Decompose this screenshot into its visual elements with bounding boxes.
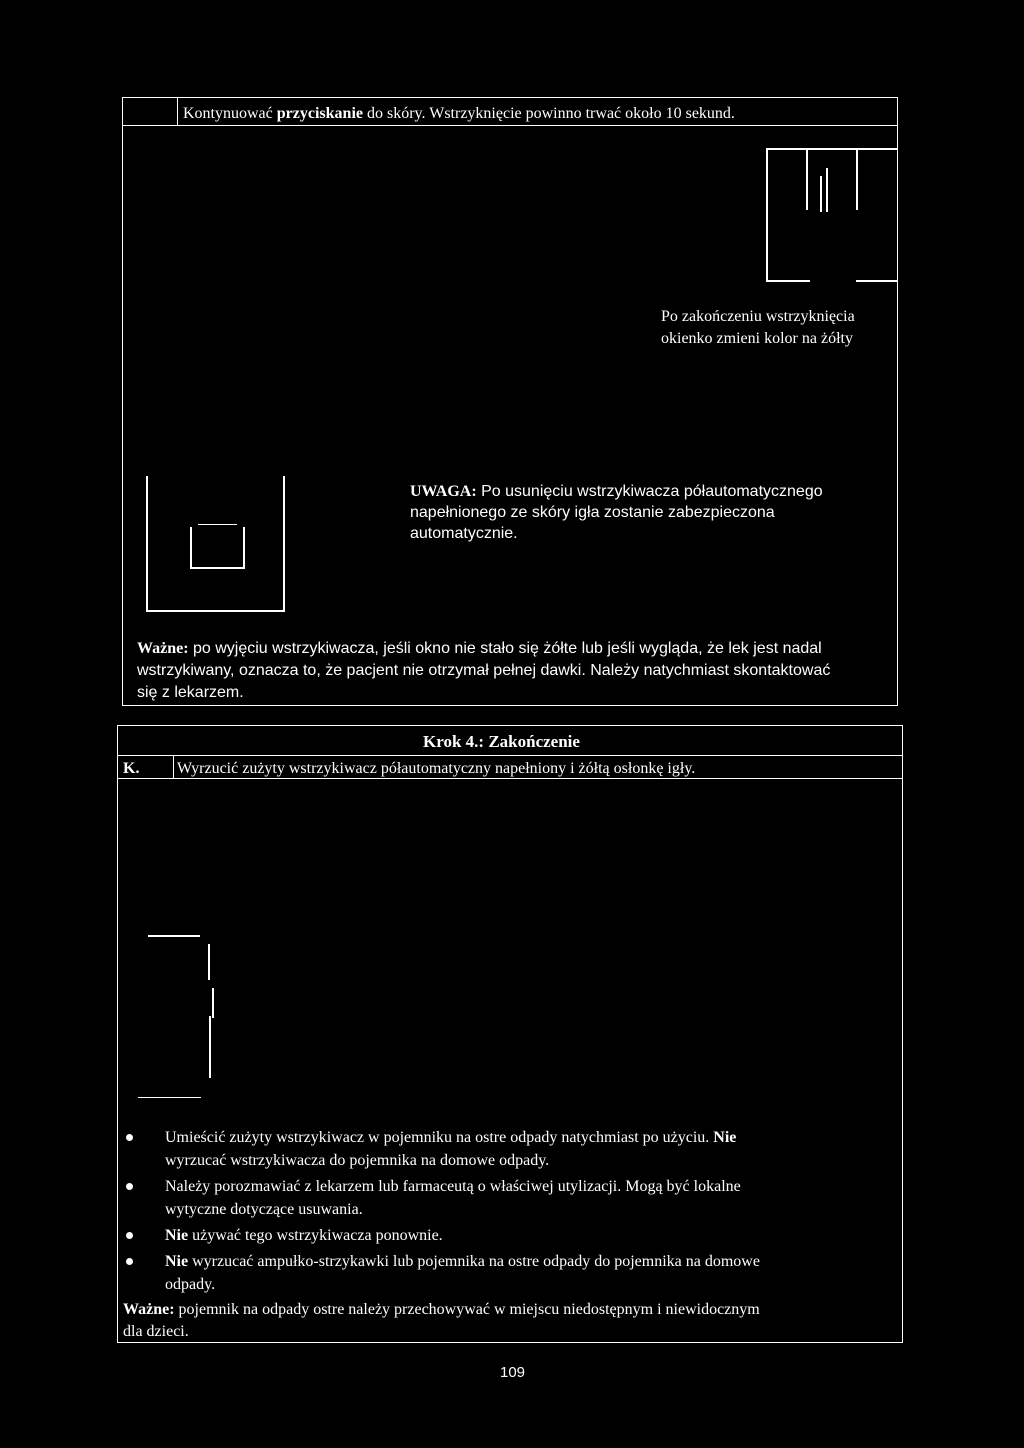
step4-title: Krok 4.: Zakończenie bbox=[423, 732, 580, 751]
upper-table-header-divider bbox=[122, 125, 898, 126]
window-note-line2: okienko zmieni kolor na żółty bbox=[661, 330, 853, 347]
step4-letter: K. bbox=[123, 760, 140, 777]
bullet-dot bbox=[126, 1258, 133, 1265]
injector-window-figure bbox=[766, 148, 898, 283]
page-number: 109 bbox=[500, 1364, 526, 1381]
bullet-2-line2: wytyczne dotyczące usuwania. bbox=[165, 1201, 363, 1218]
lower-table-title-divider bbox=[117, 755, 903, 756]
step4-instruction: Wyrzucić zużyty wstrzykiwacz półautomatyczny napełniony i żółtą osłonkę igły. bbox=[177, 760, 696, 777]
lower-table-column-divider bbox=[173, 755, 174, 779]
upper-table-column-divider bbox=[177, 97, 178, 126]
important-2-line2: dla dzieci. bbox=[123, 1323, 189, 1340]
important-1-line2: wstrzykiwany, oznacza to, że pacjent nie otrzymał pełnej dawki. Należy natychmiast skontaktować bbox=[137, 662, 831, 679]
bullet-1-line1: Umieścić zużyty wstrzykiwacz w pojemniku na ostre odpady natychmiast po użyciu. Nie bbox=[165, 1129, 737, 1146]
important-1-line3: się z lekarzem. bbox=[137, 684, 244, 701]
bullet-2-line1: Należy porozmawiać z lekarzem lub farmaceutą o właściwej utylizacji. Mogą być lokalne bbox=[165, 1178, 741, 1195]
window-note-line1: Po zakończeniu wstrzyknięcia bbox=[661, 308, 855, 325]
bullet-4-line1: Nie wyrzucać ampułko-strzykawki lub pojemnika na ostre odpady do pojemnika na domowe bbox=[165, 1253, 760, 1270]
warning-line2: napełnionego ze skóry igła zostanie zabezpieczona bbox=[410, 504, 775, 521]
important-2-line1: Ważne: pojemnik na odpady ostre należy przechowywać w miejscu niedostępnym i niewidocznym bbox=[123, 1301, 760, 1318]
bullet-dot bbox=[126, 1134, 133, 1141]
sharps-container-figure bbox=[138, 930, 222, 1102]
injector-removed-figure bbox=[146, 476, 286, 612]
warning-line3: automatycznie. bbox=[410, 525, 518, 542]
bullet-dot bbox=[126, 1183, 133, 1190]
important-1-line1: Ważne: po wyjęciu wstrzykiwacza, jeśli okno nie stało się żółte lub jeśli wygląda, że lek jest nadal bbox=[137, 640, 822, 657]
step-continue-text: Kontynuować przyciskanie do skóry. Wstrzyknięcie powinno trwać około 10 sekund. bbox=[183, 105, 735, 122]
warning-line1: UWAGA: Po usunięciu wstrzykiwacza półautomatycznego bbox=[410, 483, 823, 500]
bullet-3-line1: Nie używać tego wstrzykiwacza ponownie. bbox=[165, 1227, 443, 1244]
bullet-dot bbox=[126, 1232, 133, 1239]
bullet-4-line2: odpady. bbox=[165, 1276, 216, 1293]
bullet-1-line2: wyrzucać wstrzykiwacza do pojemnika na domowe odpady. bbox=[165, 1152, 550, 1169]
